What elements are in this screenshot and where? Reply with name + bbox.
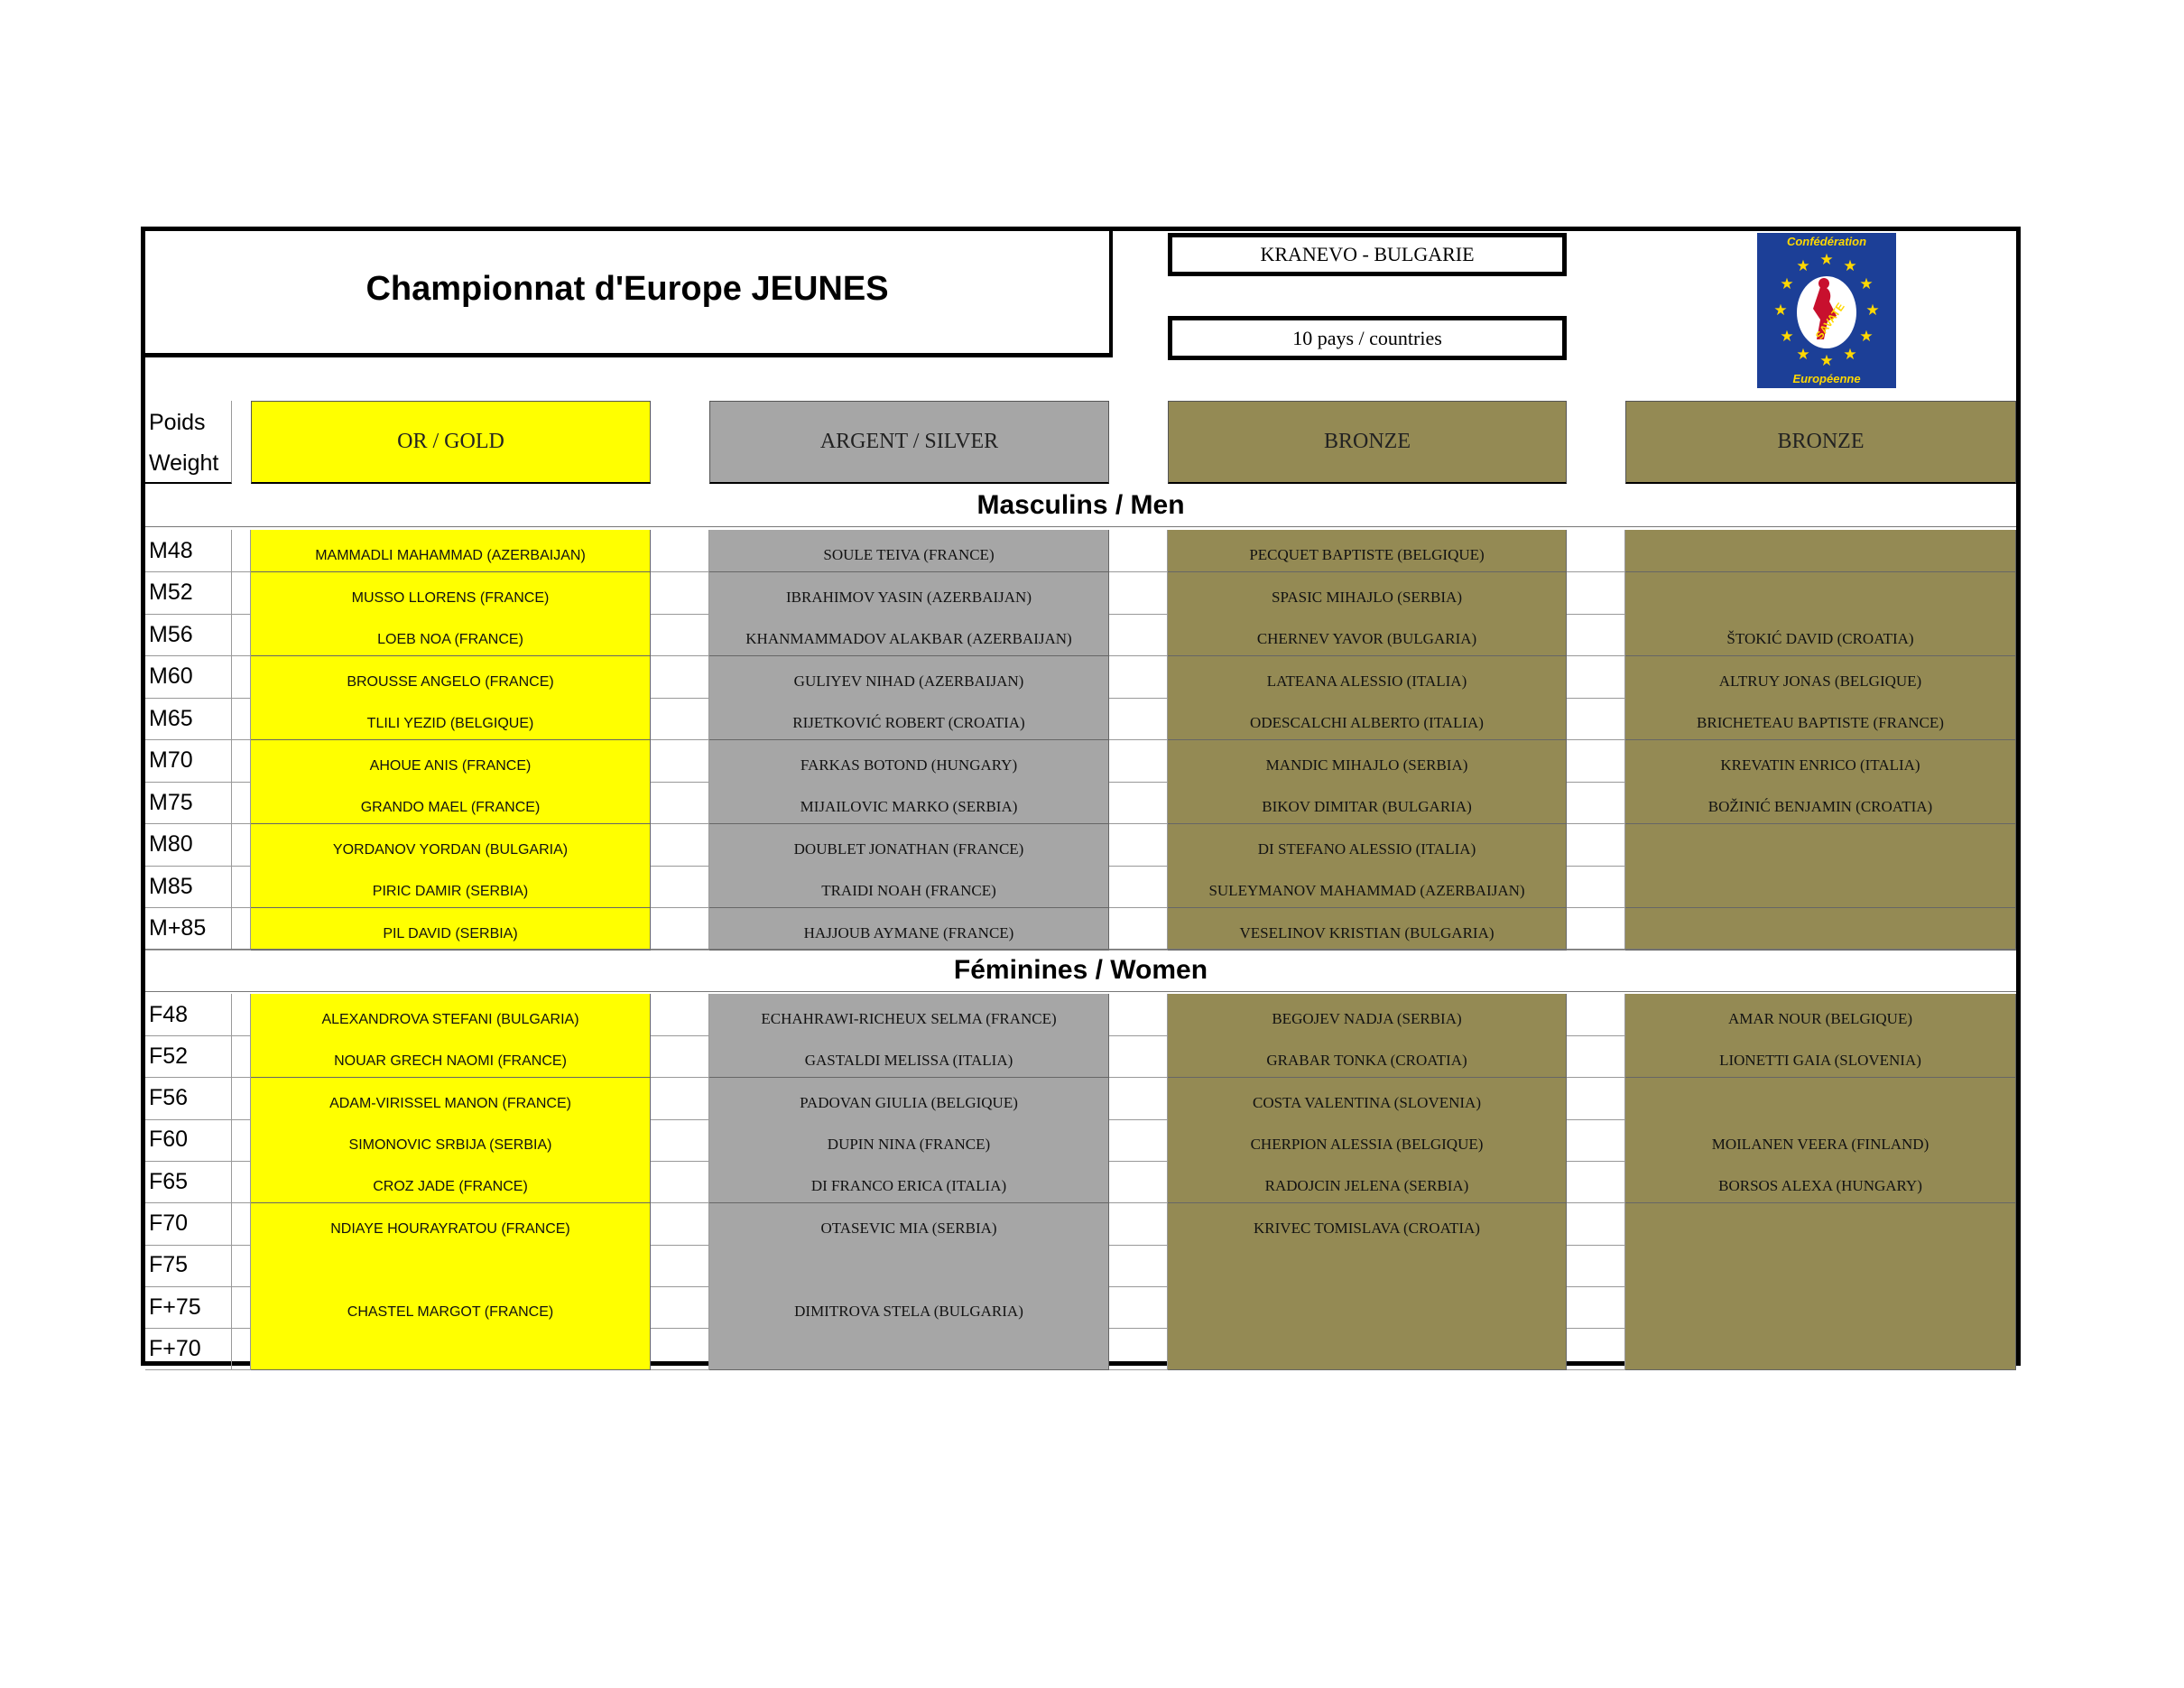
spacer-cell bbox=[651, 530, 709, 572]
weight-cell: F65 bbox=[145, 1161, 232, 1203]
result-row bbox=[145, 782, 2016, 824]
svg-text:★: ★ bbox=[1819, 251, 1834, 269]
gold-cell: BROUSSE ANGELO (FRANCE) bbox=[251, 656, 651, 699]
svg-text:SAVATE: SAVATE bbox=[1812, 300, 1847, 342]
bronze-cell-2: AMAR NOUR (BELGIQUE) bbox=[1625, 994, 2016, 1036]
men-section-title: Masculins / Men bbox=[145, 484, 2016, 527]
spacer-cell bbox=[232, 698, 251, 740]
spacer-cell bbox=[1109, 1119, 1168, 1162]
spacer-cell bbox=[1567, 530, 1625, 572]
spacer-cell bbox=[1567, 994, 1625, 1036]
spacer-cell bbox=[1567, 866, 1625, 908]
bronze-cell-2: MOILANEN VEERA (FINLAND) bbox=[1625, 1119, 2016, 1162]
bronze-cell-1: KRIVEC TOMISLAVA (CROATIA) bbox=[1168, 1203, 1567, 1246]
weight-cell: F56 bbox=[145, 1078, 232, 1120]
svg-text:★: ★ bbox=[1859, 275, 1874, 293]
spacer-cell bbox=[1109, 614, 1168, 656]
spacer-cell bbox=[1109, 698, 1168, 740]
weight-cell: F75 bbox=[145, 1245, 232, 1287]
svg-text:★: ★ bbox=[1796, 257, 1810, 275]
spacer-cell bbox=[651, 740, 709, 783]
svg-text:★: ★ bbox=[1859, 328, 1874, 346]
spacer-cell bbox=[1567, 698, 1625, 740]
result-row bbox=[145, 1203, 2016, 1246]
spacer-cell bbox=[232, 1035, 251, 1078]
silver-cell: ECHAHRAWI-RICHEUX SELMA (FRANCE) bbox=[709, 994, 1109, 1036]
bronze-cell-1: CHERNEV YAVOR (BULGARIA) bbox=[1168, 614, 1567, 656]
result-row bbox=[145, 740, 2016, 783]
weight-header-line1: Poids bbox=[149, 410, 206, 435]
bronze-cell-2 bbox=[1625, 1245, 2016, 1287]
location-text: KRANEVO - BULGARIE bbox=[1260, 243, 1475, 265]
spacer-cell bbox=[1567, 656, 1625, 699]
gold-cell: YORDANOV YORDAN (BULGARIA) bbox=[251, 824, 651, 867]
weight-cell: F52 bbox=[145, 1035, 232, 1078]
result-row bbox=[145, 1119, 2016, 1162]
weight-cell: M52 bbox=[145, 572, 232, 615]
weight-cell: F48 bbox=[145, 994, 232, 1036]
weight-header bbox=[145, 401, 232, 484]
silver-cell: DUPIN NINA (FRANCE) bbox=[709, 1119, 1109, 1162]
spacer-cell bbox=[651, 1245, 709, 1287]
silver-cell: TRAIDI NOAH (FRANCE) bbox=[709, 866, 1109, 908]
bronze-cell-1: SPASIC MIHAJLO (SERBIA) bbox=[1168, 572, 1567, 615]
bronze-cell-1: DI STEFANO ALESSIO (ITALIA) bbox=[1168, 824, 1567, 867]
spacer-cell bbox=[651, 698, 709, 740]
svg-text:Européenne: Européenne bbox=[1792, 372, 1861, 385]
spacer-cell bbox=[232, 994, 251, 1036]
spacer-cell bbox=[1109, 740, 1168, 783]
result-row bbox=[145, 698, 2016, 740]
result-row bbox=[145, 1161, 2016, 1203]
spacer-cell bbox=[1567, 1119, 1625, 1162]
spacer-cell bbox=[1567, 1203, 1625, 1246]
bronze-cell-1: SULEYMANOV MAHAMMAD (AZERBAIJAN) bbox=[1168, 866, 1567, 908]
gold-cell: PIL DAVID (SERBIA) bbox=[251, 908, 651, 951]
gold-cell: CHASTEL MARGOT (FRANCE) bbox=[251, 1286, 651, 1329]
silver-cell bbox=[709, 1328, 1109, 1370]
bronze-cell-1: BEGOJEV NADJA (SERBIA) bbox=[1168, 994, 1567, 1036]
spacer-cell bbox=[1567, 1161, 1625, 1203]
svg-text:Confédération: Confédération bbox=[1786, 235, 1867, 248]
silver-cell: PADOVAN GIULIA (BELGIQUE) bbox=[709, 1078, 1109, 1120]
svg-text:★: ★ bbox=[1819, 352, 1834, 370]
spacer-cell bbox=[232, 740, 251, 783]
spacer-cell bbox=[1109, 1328, 1168, 1370]
spacer-cell bbox=[232, 1328, 251, 1370]
weight-cell: F+70 bbox=[145, 1328, 232, 1370]
bronze-cell-1: VESELINOV KRISTIAN (BULGARIA) bbox=[1168, 908, 1567, 951]
weight-cell: M+85 bbox=[145, 908, 232, 951]
gold-header: OR / GOLD bbox=[251, 401, 651, 484]
spacer-cell bbox=[232, 866, 251, 908]
bronze-cell-2: BOŽINIĆ BENJAMIN (CROATIA) bbox=[1625, 782, 2016, 824]
spacer-cell bbox=[651, 1203, 709, 1246]
spacer-cell bbox=[1109, 866, 1168, 908]
gold-cell: LOEB NOA (FRANCE) bbox=[251, 614, 651, 656]
gold-cell: TLILI YEZID (BELGIQUE) bbox=[251, 698, 651, 740]
spacer-cell bbox=[1109, 782, 1168, 824]
weight-cell: M80 bbox=[145, 824, 232, 867]
bronze-cell-2 bbox=[1625, 572, 2016, 615]
silver-cell: KHANMAMMADOV ALAKBAR (AZERBAIJAN) bbox=[709, 614, 1109, 656]
bronze-cell-1 bbox=[1168, 1328, 1567, 1370]
bronze-header-2: BRONZE bbox=[1625, 401, 2016, 484]
spacer-cell bbox=[1567, 1286, 1625, 1329]
svg-text:★: ★ bbox=[1773, 301, 1788, 320]
spacer-cell bbox=[1109, 572, 1168, 615]
spacer-cell bbox=[232, 656, 251, 699]
bronze-cell-2: ŠTOKIĆ DAVID (CROATIA) bbox=[1625, 614, 2016, 656]
bronze-cell-1: RADOJCIN JELENA (SERBIA) bbox=[1168, 1161, 1567, 1203]
bronze-cell-1: ODESCALCHI ALBERTO (ITALIA) bbox=[1168, 698, 1567, 740]
bronze-cell-2: ALTRUY JONAS (BELGIQUE) bbox=[1625, 656, 2016, 699]
svg-text:★: ★ bbox=[1843, 257, 1857, 275]
svg-text:★: ★ bbox=[1865, 301, 1880, 320]
result-row bbox=[145, 1328, 2016, 1370]
result-row bbox=[145, 656, 2016, 699]
spacer-cell bbox=[1567, 614, 1625, 656]
spacer-cell bbox=[651, 1328, 709, 1370]
result-row bbox=[145, 1245, 2016, 1287]
weight-header-line2: Weight bbox=[149, 450, 219, 476]
silver-cell: SOULE TEIVA (FRANCE) bbox=[709, 530, 1109, 572]
gold-cell: CROZ JADE (FRANCE) bbox=[251, 1161, 651, 1203]
spacer-cell bbox=[232, 572, 251, 615]
gold-cell: SIMONOVIC SRBIJA (SERBIA) bbox=[251, 1119, 651, 1162]
spacer-cell bbox=[1567, 908, 1625, 951]
bronze-cell-1 bbox=[1168, 1245, 1567, 1287]
silver-cell: FARKAS BOTOND (HUNGARY) bbox=[709, 740, 1109, 783]
spacer-cell bbox=[651, 824, 709, 867]
gold-cell: PIRIC DAMIR (SERBIA) bbox=[251, 866, 651, 908]
spacer-cell bbox=[1109, 994, 1168, 1036]
bronze-cell-2 bbox=[1625, 866, 2016, 908]
bronze-cell-2 bbox=[1625, 824, 2016, 867]
bronze-cell-1: COSTA VALENTINA (SLOVENIA) bbox=[1168, 1078, 1567, 1120]
bronze-cell-2 bbox=[1625, 1203, 2016, 1246]
bronze-cell-1: PECQUET BAPTISTE (BELGIQUE) bbox=[1168, 530, 1567, 572]
weight-cell: M56 bbox=[145, 614, 232, 656]
weight-cell: M75 bbox=[145, 782, 232, 824]
weight-cell: F+75 bbox=[145, 1286, 232, 1329]
gold-cell: MAMMADLI MAHAMMAD (AZERBAIJAN) bbox=[251, 530, 651, 572]
result-row bbox=[145, 994, 2016, 1036]
svg-text:★: ★ bbox=[1780, 328, 1794, 346]
spacer-cell bbox=[1567, 1035, 1625, 1078]
spacer-cell bbox=[651, 866, 709, 908]
bronze-cell-1: CHERPION ALESSIA (BELGIQUE) bbox=[1168, 1119, 1567, 1162]
spacer-cell bbox=[232, 614, 251, 656]
spacer-cell bbox=[651, 994, 709, 1036]
bronze-cell-2: KREVATIN ENRICO (ITALIA) bbox=[1625, 740, 2016, 783]
gold-cell: ADAM-VIRISSEL MANON (FRANCE) bbox=[251, 1078, 651, 1120]
result-row bbox=[145, 530, 2016, 572]
silver-cell: MIJAILOVIC MARKO (SERBIA) bbox=[709, 782, 1109, 824]
gold-cell: ALEXANDROVA STEFANI (BULGARIA) bbox=[251, 994, 651, 1036]
confederation-logo bbox=[1757, 233, 1896, 388]
spacer-cell bbox=[1109, 1161, 1168, 1203]
gold-cell bbox=[251, 1245, 651, 1287]
gold-cell bbox=[251, 1328, 651, 1370]
spacer-cell bbox=[232, 782, 251, 824]
silver-cell: DOUBLET JONATHAN (FRANCE) bbox=[709, 824, 1109, 867]
bronze-cell-2 bbox=[1625, 530, 2016, 572]
silver-header: ARGENT / SILVER bbox=[709, 401, 1109, 484]
spacer-cell bbox=[232, 908, 251, 951]
spacer-cell bbox=[651, 1161, 709, 1203]
location-box bbox=[1168, 233, 1567, 276]
spacer-cell bbox=[1109, 1078, 1168, 1120]
spacer-cell bbox=[232, 1286, 251, 1329]
bronze-cell-1 bbox=[1168, 1286, 1567, 1329]
weight-cell: F60 bbox=[145, 1119, 232, 1162]
spacer-cell bbox=[651, 656, 709, 699]
spacer-cell bbox=[1567, 572, 1625, 615]
gold-cell: GRANDO MAEL (FRANCE) bbox=[251, 782, 651, 824]
weight-cell: F70 bbox=[145, 1203, 232, 1246]
result-row bbox=[145, 824, 2016, 867]
weight-cell: M85 bbox=[145, 866, 232, 908]
bronze-cell-2: LIONETTI GAIA (SLOVENIA) bbox=[1625, 1035, 2016, 1078]
spacer-cell bbox=[1567, 740, 1625, 783]
women-section-title: Féminines / Women bbox=[145, 949, 2016, 992]
svg-text:★: ★ bbox=[1843, 346, 1857, 364]
spacer-cell bbox=[1109, 1286, 1168, 1329]
weight-cell: M60 bbox=[145, 656, 232, 699]
spacer-cell bbox=[1109, 1035, 1168, 1078]
result-row bbox=[145, 572, 2016, 615]
result-row bbox=[145, 1078, 2016, 1120]
bronze-cell-2: BRICHETEAU BAPTISTE (FRANCE) bbox=[1625, 698, 2016, 740]
spacer-cell bbox=[232, 1203, 251, 1246]
bronze-cell-2 bbox=[1625, 1328, 2016, 1370]
svg-text:★: ★ bbox=[1796, 346, 1810, 364]
silver-cell: GASTALDI MELISSA (ITALIA) bbox=[709, 1035, 1109, 1078]
spacer-cell bbox=[651, 1286, 709, 1329]
spacer-cell bbox=[1567, 1328, 1625, 1370]
bronze-header-1: BRONZE bbox=[1168, 401, 1567, 484]
silver-cell bbox=[709, 1245, 1109, 1287]
bronze-cell-1: GRABAR TONKA (CROATIA) bbox=[1168, 1035, 1567, 1078]
gold-cell: NDIAYE HOURAYRATOU (FRANCE) bbox=[251, 1203, 651, 1246]
result-row bbox=[145, 1286, 2016, 1329]
spacer-cell bbox=[232, 1119, 251, 1162]
spacer-cell bbox=[651, 614, 709, 656]
silver-cell: DI FRANCO ERICA (ITALIA) bbox=[709, 1161, 1109, 1203]
spacer-cell bbox=[232, 1245, 251, 1287]
bronze-cell-2 bbox=[1625, 1078, 2016, 1120]
result-row bbox=[145, 1035, 2016, 1078]
silver-cell: RIJETKOVIĆ ROBERT (CROATIA) bbox=[709, 698, 1109, 740]
gold-cell: AHOUE ANIS (FRANCE) bbox=[251, 740, 651, 783]
result-row bbox=[145, 614, 2016, 656]
spacer-cell bbox=[651, 1119, 709, 1162]
spacer-cell bbox=[1567, 782, 1625, 824]
page-title: Championnat d'Europe JEUNES bbox=[366, 270, 889, 308]
silver-cell: IBRAHIMOV YASIN (AZERBAIJAN) bbox=[709, 572, 1109, 615]
bronze-cell-1: MANDIC MIHAJLO (SERBIA) bbox=[1168, 740, 1567, 783]
svg-text:★: ★ bbox=[1780, 275, 1794, 293]
spacer-cell bbox=[1109, 908, 1168, 951]
spacer-cell bbox=[232, 1078, 251, 1120]
silver-cell: GULIYEV NIHAD (AZERBAIJAN) bbox=[709, 656, 1109, 699]
spacer-cell bbox=[651, 908, 709, 951]
gold-cell: MUSSO LLORENS (FRANCE) bbox=[251, 572, 651, 615]
result-row bbox=[145, 866, 2016, 908]
spacer-cell bbox=[1109, 530, 1168, 572]
spacer-cell bbox=[651, 572, 709, 615]
spacer-cell bbox=[232, 530, 251, 572]
spacer-cell bbox=[651, 1078, 709, 1120]
gold-cell: NOUAR GRECH NAOMI (FRANCE) bbox=[251, 1035, 651, 1078]
spacer-cell bbox=[1567, 1245, 1625, 1287]
spacer-cell bbox=[232, 1161, 251, 1203]
bronze-cell-2 bbox=[1625, 908, 2016, 951]
result-row bbox=[145, 908, 2016, 951]
spacer-cell bbox=[1109, 656, 1168, 699]
silver-cell: OTASEVIC MIA (SERBIA) bbox=[709, 1203, 1109, 1246]
silver-cell: HAJJOUB AYMANE (FRANCE) bbox=[709, 908, 1109, 951]
spacer-cell bbox=[1109, 1245, 1168, 1287]
bronze-cell-1: LATEANA ALESSIO (ITALIA) bbox=[1168, 656, 1567, 699]
bronze-cell-2 bbox=[1625, 1286, 2016, 1329]
bronze-cell-2: BORSOS ALEXA (HUNGARY) bbox=[1625, 1161, 2016, 1203]
spacer-cell bbox=[232, 824, 251, 867]
countries-box bbox=[1168, 316, 1567, 360]
results-sheet bbox=[141, 227, 2021, 1366]
title-box bbox=[145, 231, 1113, 357]
spacer-cell bbox=[1567, 824, 1625, 867]
countries-text: 10 pays / countries bbox=[1292, 326, 1442, 349]
weight-cell: M48 bbox=[145, 530, 232, 572]
spacer-cell bbox=[651, 1035, 709, 1078]
weight-cell: M65 bbox=[145, 698, 232, 740]
spacer-cell bbox=[1567, 1078, 1625, 1120]
silver-cell: DIMITROVA STELA (BULGARIA) bbox=[709, 1286, 1109, 1329]
spacer-cell bbox=[1109, 1203, 1168, 1246]
spacer-cell bbox=[651, 782, 709, 824]
spacer-cell bbox=[1109, 824, 1168, 867]
bronze-cell-1: BIKOV DIMITAR (BULGARIA) bbox=[1168, 782, 1567, 824]
weight-cell: M70 bbox=[145, 740, 232, 783]
